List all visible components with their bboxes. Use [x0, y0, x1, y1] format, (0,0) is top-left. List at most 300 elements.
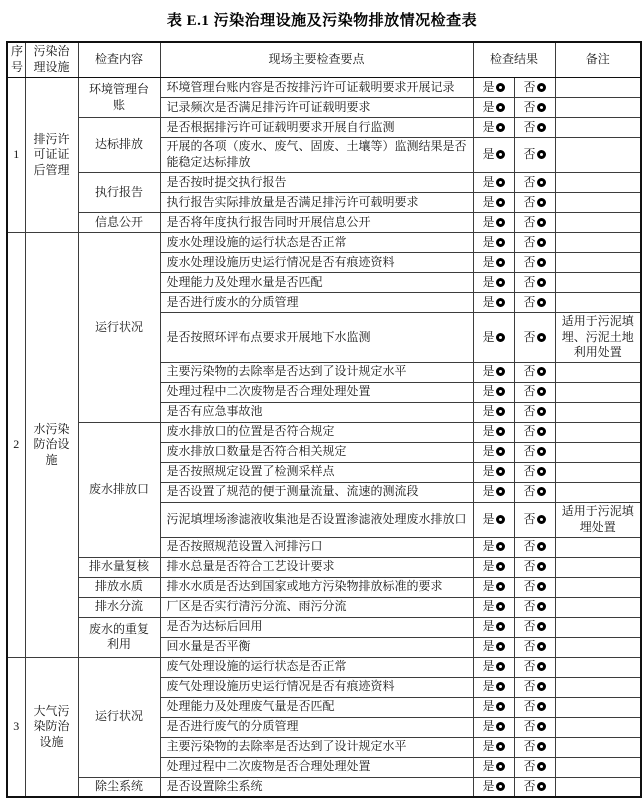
serial-cell: 3	[7, 657, 25, 797]
table-header	[7, 42, 641, 78]
point-cell: 记录频次是否满足排污许可证载明要求	[160, 98, 473, 118]
radio-button-icon[interactable]	[496, 258, 505, 267]
result-yes-option[interactable]	[473, 213, 514, 233]
radio-button-icon[interactable]	[537, 562, 546, 571]
result-no-label: 否	[523, 424, 536, 439]
radio-button-icon[interactable]	[537, 722, 546, 731]
point-cell: 是否进行废气的分质管理	[160, 717, 473, 737]
content-cell: 除尘系统	[78, 777, 160, 797]
result-no-option[interactable]	[514, 757, 555, 777]
radio-button-icon[interactable]	[537, 103, 546, 112]
facility-cell: 水污染防治设施	[25, 233, 78, 658]
radio-button-icon[interactable]	[537, 238, 546, 247]
result-yes-option[interactable]	[473, 173, 514, 193]
radio-button-icon[interactable]	[537, 602, 546, 611]
remark-cell	[555, 482, 641, 502]
result-no-label: 否	[523, 214, 536, 229]
radio-button-icon[interactable]	[537, 582, 546, 591]
result-yes-option[interactable]	[473, 557, 514, 577]
radio-button-icon[interactable]	[496, 622, 505, 631]
table-row	[7, 118, 641, 138]
radio-button-icon[interactable]	[537, 447, 546, 456]
header-result: 检查结果	[473, 42, 555, 78]
radio-button-icon[interactable]	[537, 515, 546, 524]
radio-button-icon[interactable]	[537, 762, 546, 771]
serial-cell: 2	[7, 233, 25, 658]
point-cell: 是否按照环评布点要求开展地下水监测	[160, 313, 473, 363]
table-row	[7, 777, 641, 797]
result-yes-label: 是	[482, 214, 495, 229]
radio-button-icon[interactable]	[496, 702, 505, 711]
result-yes-option[interactable]	[473, 637, 514, 657]
remark-cell	[555, 462, 641, 482]
result-no-label: 否	[523, 234, 536, 249]
result-no-option[interactable]	[514, 362, 555, 382]
radio-button-icon[interactable]	[496, 742, 505, 751]
result-no-label: 否	[523, 329, 536, 344]
remark-cell	[555, 273, 641, 293]
radio-button-icon[interactable]	[496, 278, 505, 287]
result-yes-option[interactable]	[473, 382, 514, 402]
result-yes-option[interactable]	[473, 118, 514, 138]
result-no-label: 否	[523, 79, 536, 94]
result-no-option[interactable]	[514, 233, 555, 253]
header-content: 检查内容	[78, 42, 160, 78]
result-yes-option[interactable]	[473, 78, 514, 98]
remark-cell	[555, 557, 641, 577]
remark-cell	[555, 697, 641, 717]
radio-button-icon[interactable]	[537, 782, 546, 791]
radio-button-icon[interactable]	[496, 762, 505, 771]
result-yes-label: 是	[482, 329, 495, 344]
result-no-label: 否	[523, 511, 536, 526]
remark-cell	[555, 213, 641, 233]
result-no-option[interactable]	[514, 617, 555, 637]
result-no-option[interactable]	[514, 442, 555, 462]
radio-button-icon[interactable]	[537, 427, 546, 436]
result-yes-option[interactable]	[473, 717, 514, 737]
radio-button-icon[interactable]	[537, 83, 546, 92]
table-row	[7, 213, 641, 233]
point-cell: 处理过程中二次废物是否合理处理处置	[160, 757, 473, 777]
result-yes-label: 是	[482, 234, 495, 249]
radio-button-icon[interactable]	[537, 407, 546, 416]
result-no-option[interactable]	[514, 118, 555, 138]
remark-cell: 适用于污泥填埋、污泥土地利用处置	[555, 313, 641, 363]
remark-cell	[555, 577, 641, 597]
radio-button-icon[interactable]	[496, 150, 505, 159]
radio-button-icon[interactable]	[496, 602, 505, 611]
point-cell: 排水总量是否符合工艺设计要求	[160, 557, 473, 577]
result-no-label: 否	[523, 639, 536, 654]
point-cell: 是否根据排污许可证载明要求开展自行监测	[160, 118, 473, 138]
point-cell: 环境管理台账内容是否按排污许可证载明要求开展记录	[160, 78, 473, 98]
result-no-label: 否	[523, 294, 536, 309]
result-yes-option[interactable]	[473, 462, 514, 482]
result-no-label: 否	[523, 174, 536, 189]
result-yes-option[interactable]	[473, 293, 514, 313]
remark-cell	[555, 657, 641, 677]
radio-button-icon[interactable]	[537, 178, 546, 187]
result-yes-label: 是	[482, 679, 495, 694]
point-cell: 回水量是否平衡	[160, 637, 473, 657]
table-row	[7, 597, 641, 617]
result-no-option[interactable]	[514, 273, 555, 293]
content-cell: 达标排放	[78, 118, 160, 173]
result-no-label: 否	[523, 147, 536, 162]
remark-cell	[555, 138, 641, 173]
radio-button-icon[interactable]	[496, 562, 505, 571]
radio-button-icon[interactable]	[537, 258, 546, 267]
point-cell: 排水水质是否达到国家或地方污染物排放标准的要求	[160, 577, 473, 597]
result-no-option[interactable]	[514, 737, 555, 757]
radio-button-icon[interactable]	[496, 782, 505, 791]
result-no-option[interactable]	[514, 173, 555, 193]
result-yes-option[interactable]	[473, 597, 514, 617]
result-no-option[interactable]	[514, 422, 555, 442]
result-yes-option[interactable]	[473, 677, 514, 697]
result-no-option[interactable]	[514, 193, 555, 213]
radio-button-icon[interactable]	[537, 467, 546, 476]
remark-cell	[555, 637, 641, 657]
table-title: 表 E.1 污染治理设施及污染物排放情况检查表	[166, 13, 478, 29]
result-yes-option[interactable]	[473, 537, 514, 557]
result-no-label: 否	[523, 384, 536, 399]
result-no-option[interactable]	[514, 213, 555, 233]
result-yes-label: 是	[482, 147, 495, 162]
content-cell: 排放水质	[78, 577, 160, 597]
result-yes-label: 是	[482, 719, 495, 734]
radio-button-icon[interactable]	[537, 742, 546, 751]
radio-button-icon[interactable]	[496, 178, 505, 187]
point-cell: 执行报告实际排放量是否满足排污许可载明要求	[160, 193, 473, 213]
result-no-label: 否	[523, 719, 536, 734]
radio-button-icon[interactable]	[537, 150, 546, 159]
result-yes-label: 是	[482, 739, 495, 754]
result-no-option[interactable]	[514, 677, 555, 697]
radio-button-icon[interactable]	[496, 722, 505, 731]
result-yes-label: 是	[482, 119, 495, 134]
content-cell: 排水量复核	[78, 557, 160, 577]
result-no-label: 否	[523, 99, 536, 114]
point-cell: 厂区是否实行清污分流、雨污分流	[160, 597, 473, 617]
point-cell: 处理能力及处理废气量是否匹配	[160, 697, 473, 717]
result-no-option[interactable]	[514, 557, 555, 577]
remark-cell	[555, 293, 641, 313]
result-yes-option[interactable]	[473, 253, 514, 273]
radio-button-icon[interactable]	[496, 662, 505, 671]
result-no-option[interactable]	[514, 537, 555, 557]
remark-cell	[555, 193, 641, 213]
result-no-option[interactable]	[514, 637, 555, 657]
result-no-option[interactable]	[514, 78, 555, 98]
header-remark: 备注	[555, 42, 641, 78]
result-no-option[interactable]	[514, 482, 555, 502]
radio-button-icon[interactable]	[537, 642, 546, 651]
radio-button-icon[interactable]	[496, 515, 505, 524]
radio-button-icon[interactable]	[496, 367, 505, 376]
result-yes-label: 是	[482, 699, 495, 714]
table-row	[7, 173, 641, 193]
point-cell: 是否按照规定设置了检测采样点	[160, 462, 473, 482]
radio-button-icon[interactable]	[496, 542, 505, 551]
result-yes-label: 是	[482, 364, 495, 379]
radio-button-icon[interactable]	[496, 427, 505, 436]
result-no-label: 否	[523, 364, 536, 379]
result-no-option[interactable]	[514, 597, 555, 617]
result-yes-label: 是	[482, 79, 495, 94]
result-no-label: 否	[523, 599, 536, 614]
radio-button-icon[interactable]	[496, 333, 505, 342]
result-yes-option[interactable]	[473, 617, 514, 637]
point-cell: 是否按时提交执行报告	[160, 173, 473, 193]
result-no-label: 否	[523, 194, 536, 209]
result-no-label: 否	[523, 559, 536, 574]
inspection-table	[6, 41, 642, 798]
result-yes-option[interactable]	[473, 502, 514, 537]
result-no-label: 否	[523, 779, 536, 794]
table-row	[7, 233, 641, 253]
remark-cell	[555, 757, 641, 777]
point-cell: 是否进行废水的分质管理	[160, 293, 473, 313]
radio-button-icon[interactable]	[496, 238, 505, 247]
result-yes-option[interactable]	[473, 697, 514, 717]
result-no-option[interactable]	[514, 697, 555, 717]
radio-button-icon[interactable]	[496, 642, 505, 651]
result-yes-label: 是	[482, 194, 495, 209]
result-yes-option[interactable]	[473, 402, 514, 422]
result-no-option[interactable]	[514, 382, 555, 402]
radio-button-icon[interactable]	[537, 662, 546, 671]
remark-cell	[555, 98, 641, 118]
table-row	[7, 78, 641, 98]
result-yes-option[interactable]	[473, 777, 514, 797]
radio-button-icon[interactable]	[537, 702, 546, 711]
facility-cell: 大气污染防治设施	[25, 657, 78, 797]
result-no-label: 否	[523, 619, 536, 634]
point-cell: 处理能力及处理水量是否匹配	[160, 273, 473, 293]
result-no-label: 否	[523, 444, 536, 459]
radio-button-icon[interactable]	[496, 467, 505, 476]
radio-button-icon[interactable]	[496, 218, 505, 227]
result-yes-option[interactable]	[473, 757, 514, 777]
radio-button-icon[interactable]	[537, 367, 546, 376]
radio-button-icon[interactable]	[537, 333, 546, 342]
result-yes-label: 是	[482, 619, 495, 634]
radio-button-icon[interactable]	[496, 298, 505, 307]
result-yes-option[interactable]	[473, 193, 514, 213]
point-cell: 废水排放口的位置是否符合规定	[160, 422, 473, 442]
remark-cell: 适用于污泥填埋处置	[555, 502, 641, 537]
result-no-label: 否	[523, 404, 536, 419]
point-cell: 废气处理设施历史运行情况是否有痕迹资料	[160, 677, 473, 697]
result-no-option[interactable]	[514, 502, 555, 537]
point-cell: 是否设置除尘系统	[160, 777, 473, 797]
point-cell: 废气处理设施的运行状态是否正常	[160, 657, 473, 677]
point-cell: 是否有应急事故池	[160, 402, 473, 422]
remark-cell	[555, 737, 641, 757]
result-yes-label: 是	[482, 484, 495, 499]
radio-button-icon[interactable]	[537, 218, 546, 227]
content-cell: 废水排放口	[78, 422, 160, 557]
remark-cell	[555, 78, 641, 98]
result-no-option[interactable]	[514, 293, 555, 313]
point-cell: 是否按照规范设置入河排污口	[160, 537, 473, 557]
result-yes-label: 是	[482, 254, 495, 269]
result-yes-label: 是	[482, 424, 495, 439]
result-no-label: 否	[523, 484, 536, 499]
result-no-option[interactable]	[514, 98, 555, 118]
remark-cell	[555, 382, 641, 402]
result-yes-option[interactable]	[473, 138, 514, 173]
remark-cell	[555, 402, 641, 422]
result-no-option[interactable]	[514, 138, 555, 173]
result-yes-option[interactable]	[473, 233, 514, 253]
facility-cell: 排污许可证证后管理	[25, 78, 78, 233]
content-cell: 运行状况	[78, 233, 160, 423]
radio-button-icon[interactable]	[537, 298, 546, 307]
content-cell: 运行状况	[78, 657, 160, 777]
result-no-option[interactable]	[514, 577, 555, 597]
point-cell: 废水排放口数量是否符合相关规定	[160, 442, 473, 462]
result-no-label: 否	[523, 579, 536, 594]
radio-button-icon[interactable]	[537, 387, 546, 396]
result-yes-label: 是	[482, 599, 495, 614]
remark-cell	[555, 173, 641, 193]
remark-cell	[555, 362, 641, 382]
point-cell: 是否将年度执行报告同时开展信息公开	[160, 213, 473, 233]
result-yes-option[interactable]	[473, 98, 514, 118]
content-cell: 废水的重复利用	[78, 617, 160, 657]
radio-button-icon[interactable]	[496, 682, 505, 691]
content-cell: 环境管理台账	[78, 78, 160, 118]
radio-button-icon[interactable]	[537, 123, 546, 132]
table-body	[7, 78, 641, 798]
result-no-option[interactable]	[514, 777, 555, 797]
result-yes-label: 是	[482, 464, 495, 479]
result-no-option[interactable]	[514, 253, 555, 273]
result-yes-label: 是	[482, 779, 495, 794]
remark-cell	[555, 677, 641, 697]
result-yes-option[interactable]	[473, 273, 514, 293]
result-yes-label: 是	[482, 539, 495, 554]
header-facility: 污染治理设施	[25, 42, 78, 78]
result-no-label: 否	[523, 254, 536, 269]
table-row	[7, 422, 641, 442]
result-yes-label: 是	[482, 404, 495, 419]
result-yes-label: 是	[482, 639, 495, 654]
result-yes-label: 是	[482, 759, 495, 774]
result-yes-label: 是	[482, 384, 495, 399]
result-no-option[interactable]	[514, 313, 555, 363]
result-no-label: 否	[523, 759, 536, 774]
remark-cell	[555, 537, 641, 557]
result-no-label: 否	[523, 274, 536, 289]
result-yes-label: 是	[482, 174, 495, 189]
result-no-option[interactable]	[514, 657, 555, 677]
radio-button-icon[interactable]	[537, 278, 546, 287]
table-row	[7, 577, 641, 597]
point-cell: 主要污染物的去除率是否达到了设计规定水平	[160, 362, 473, 382]
radio-button-icon[interactable]	[537, 682, 546, 691]
header-points: 现场主要检查要点	[160, 42, 473, 78]
remark-cell	[555, 777, 641, 797]
header-serial: 序号	[7, 42, 25, 78]
radio-button-icon[interactable]	[496, 407, 505, 416]
remark-cell	[555, 118, 641, 138]
table-row	[7, 557, 641, 577]
result-no-label: 否	[523, 699, 536, 714]
result-yes-option[interactable]	[473, 482, 514, 502]
result-yes-label: 是	[482, 274, 495, 289]
point-cell: 处理过程中二次废物是否合理处理处置	[160, 382, 473, 402]
result-no-label: 否	[523, 659, 536, 674]
result-yes-label: 是	[482, 559, 495, 574]
header-row	[7, 42, 641, 78]
content-cell: 执行报告	[78, 173, 160, 213]
radio-button-icon[interactable]	[496, 198, 505, 207]
result-no-label: 否	[523, 679, 536, 694]
result-yes-label: 是	[482, 511, 495, 526]
result-no-label: 否	[523, 464, 536, 479]
radio-button-icon[interactable]	[496, 83, 505, 92]
result-no-option[interactable]	[514, 402, 555, 422]
point-cell: 是否设置了规范的便于测量流量、流速的测流段	[160, 482, 473, 502]
point-cell: 是否为达标后回用	[160, 617, 473, 637]
remark-cell	[555, 597, 641, 617]
point-cell: 开展的各项（废水、废气、固废、土壤等）监测结果是否能稳定达标排放	[160, 138, 473, 173]
radio-button-icon[interactable]	[496, 447, 505, 456]
remark-cell	[555, 442, 641, 462]
result-yes-option[interactable]	[473, 577, 514, 597]
remark-cell	[555, 253, 641, 273]
radio-button-icon[interactable]	[537, 542, 546, 551]
result-yes-option[interactable]	[473, 422, 514, 442]
content-cell: 信息公开	[78, 213, 160, 233]
radio-button-icon[interactable]	[537, 487, 546, 496]
table-row	[7, 617, 641, 637]
result-yes-option[interactable]	[473, 657, 514, 677]
result-yes-label: 是	[482, 444, 495, 459]
radio-button-icon[interactable]	[496, 103, 505, 112]
radio-button-icon[interactable]	[537, 622, 546, 631]
result-yes-label: 是	[482, 659, 495, 674]
result-yes-option[interactable]	[473, 442, 514, 462]
radio-button-icon[interactable]	[496, 123, 505, 132]
radio-button-icon[interactable]	[496, 387, 505, 396]
remark-cell	[555, 233, 641, 253]
result-yes-option[interactable]	[473, 313, 514, 363]
point-cell: 废水处理设施历史运行情况是否有痕迹资料	[160, 253, 473, 273]
result-no-label: 否	[523, 539, 536, 554]
radio-button-icon[interactable]	[496, 487, 505, 496]
result-no-option[interactable]	[514, 717, 555, 737]
result-yes-label: 是	[482, 294, 495, 309]
remark-cell	[555, 422, 641, 442]
result-yes-label: 是	[482, 99, 495, 114]
point-cell: 主要污染物的去除率是否达到了设计规定水平	[160, 737, 473, 757]
result-yes-option[interactable]	[473, 362, 514, 382]
table-row	[7, 657, 641, 677]
point-cell: 废水处理设施的运行状态是否正常	[160, 233, 473, 253]
radio-button-icon[interactable]	[496, 582, 505, 591]
content-cell: 排水分流	[78, 597, 160, 617]
point-cell: 污泥填埋场渗滤液收集池是否设置渗滤液处理废水排放口	[160, 502, 473, 537]
result-yes-option[interactable]	[473, 737, 514, 757]
result-no-option[interactable]	[514, 462, 555, 482]
result-no-label: 否	[523, 119, 536, 134]
radio-button-icon[interactable]	[537, 198, 546, 207]
